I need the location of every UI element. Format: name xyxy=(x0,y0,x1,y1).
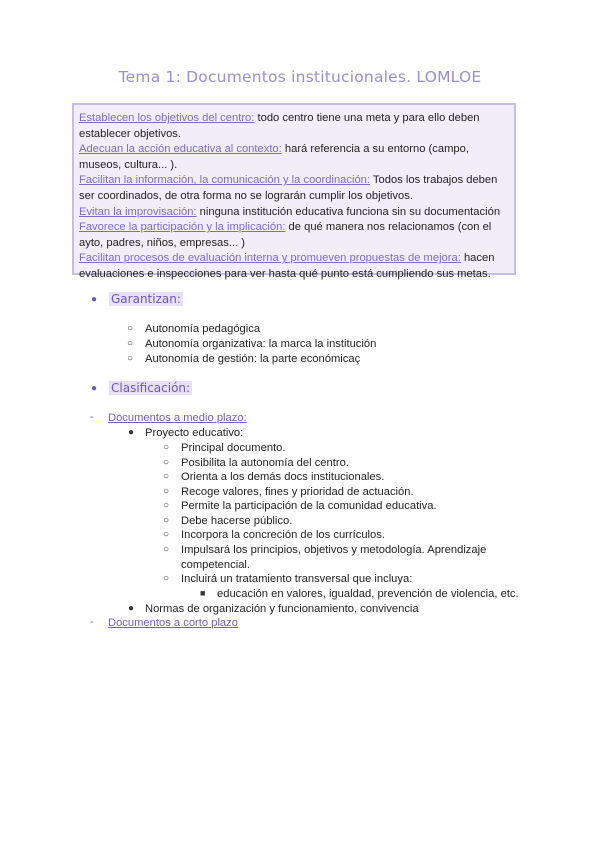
box-link[interactable]: Adecuan la acción educativa al contexto: xyxy=(79,143,282,156)
list-item: Normas de organización y funcionamiento, convivencia xyxy=(145,603,419,615)
list-item: Debe hacerse público. xyxy=(181,515,293,527)
section-heading: Garantizan: xyxy=(111,292,181,306)
box-text: de qué manera nos relacionamos (con el ayto, padres, niños, empresas... ) xyxy=(79,221,492,249)
box-paragraph xyxy=(79,220,509,251)
list-item: Orienta a los demás docs institucionales. xyxy=(181,471,385,483)
list-item: Incluirá un tratamiento transversal que incluya: xyxy=(181,573,413,585)
box-link[interactable]: Establecen los objetivos del centro: xyxy=(79,112,255,124)
section-clasificacion xyxy=(109,381,192,395)
list-item: Posibilita la autonomía del centro. xyxy=(181,457,349,469)
bullet-circle-icon: ○ xyxy=(163,573,170,584)
box-paragraph xyxy=(79,251,509,282)
list-item: Permite la participación de la comunidad educativa. xyxy=(181,500,437,512)
bullet-circle-icon: ○ xyxy=(163,442,170,453)
link-text[interactable]: Documentos a corto plazo xyxy=(108,617,238,629)
objectives-box xyxy=(72,103,516,280)
bullet-disc-icon: ● xyxy=(91,383,98,394)
box-link[interactable]: Facilitan la información, la comunicación y la coordinación: xyxy=(79,174,371,187)
bullet-circle-icon: ○ xyxy=(163,457,170,468)
section-garantizan xyxy=(109,292,183,306)
list-item: Autonomía organizativa: la marca la institución xyxy=(145,338,377,350)
list-item: Proyecto educativo: xyxy=(145,427,244,439)
list-item: educación en valores, igualdad, prevención de violencia, etc. xyxy=(217,588,519,600)
box-text: hará referencia a su entorno (campo, museos, cultura... ). xyxy=(79,143,469,171)
bullet-circle-icon: ○ xyxy=(127,323,134,334)
list-item: Incorpora la concreción de los currículos. xyxy=(181,529,385,541)
section-heading: Clasificación: xyxy=(111,381,191,395)
list-item: Impulsará los principios, objetivos y metodología. Aprendizaje competencial. xyxy=(181,544,487,571)
list-item: Principal documento. xyxy=(181,442,286,454)
box-link[interactable]: Facilitan procesos de evaluación interna y promueven propuestas de mejora: xyxy=(79,252,461,265)
dash-icon: - xyxy=(90,411,94,423)
box-text: hacen evaluaciones e inspecciones para ver hasta qué punto está cumpliendo sus metas. xyxy=(79,252,495,280)
bullet-circle-icon: ○ xyxy=(163,486,170,497)
box-paragraph xyxy=(79,111,509,142)
bullet-circle-icon: ○ xyxy=(163,471,170,482)
list-item: Autonomía pedagógica xyxy=(145,323,261,335)
bullet-circle-icon: ○ xyxy=(163,529,170,540)
bullet-circle-icon: ○ xyxy=(163,544,170,555)
list-item: Recoge valores, fines y prioridad de actuación. xyxy=(181,486,414,498)
bullet-circle-icon: ○ xyxy=(127,353,134,364)
dash-icon: - xyxy=(90,616,94,628)
bullet-disc-icon: ● xyxy=(128,427,135,438)
bullet-square-icon: ■ xyxy=(200,588,206,598)
box-text: ninguna institución educativa funciona sin su documentación xyxy=(196,205,501,218)
bullet-circle-icon: ○ xyxy=(163,500,170,511)
link-medio-plazo[interactable] xyxy=(108,411,247,426)
link-corto-plazo[interactable] xyxy=(108,616,238,631)
box-paragraph xyxy=(79,173,509,204)
box-link[interactable]: Evitan la improvisación: xyxy=(79,205,197,218)
box-paragraph xyxy=(79,205,509,221)
bullet-circle-icon: ○ xyxy=(127,338,134,349)
bullet-disc-icon: ● xyxy=(91,294,98,305)
box-text: todo centro tiene una meta y para ello deben establecer objetivos. xyxy=(79,112,480,140)
bullet-circle-icon: ○ xyxy=(163,515,170,526)
bullet-disc-icon: ● xyxy=(128,603,135,614)
link-text[interactable]: Documentos a medio plazo: xyxy=(108,412,247,424)
box-paragraph xyxy=(79,142,509,173)
box-link[interactable]: Favorece la participación y la implicación: xyxy=(79,221,286,234)
box-text: Todos los trabajos deben ser coordinados, de otra forma no se lograrán cumplir los objetivos. xyxy=(79,174,498,202)
page-title: Tema 1: Documentos institucionales. LOMLOE xyxy=(118,68,482,86)
list-item: Autonomía de gestión: la parte económicaç xyxy=(145,353,361,365)
